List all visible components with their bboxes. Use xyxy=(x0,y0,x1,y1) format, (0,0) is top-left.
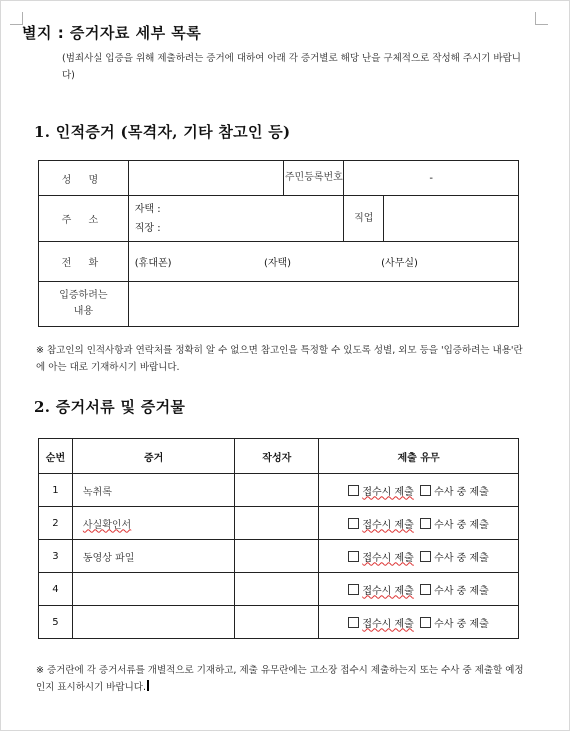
phone-label: 전 화 xyxy=(39,242,129,282)
submit-at-filing-checkbox[interactable] xyxy=(348,485,359,496)
submit-during-investigation-label: 수사 중 제출 xyxy=(434,552,489,564)
row-submit xyxy=(319,573,519,606)
row-evidence[interactable]: 동영상 파일 xyxy=(72,540,235,573)
phone-mobile: (휴대폰) xyxy=(134,258,172,269)
col-num-header: 순번 xyxy=(39,439,73,474)
section1-heading: 1. 인적증거 (목격자, 기타 참고인 등) xyxy=(34,123,291,141)
row-evidence[interactable] xyxy=(72,507,235,540)
row-evidence[interactable] xyxy=(72,606,235,639)
name-field[interactable] xyxy=(128,161,284,196)
submit-at-filing-label: 접수시 제출 xyxy=(362,519,414,531)
proof-label-line2: 내용 xyxy=(73,306,94,317)
table-row xyxy=(39,573,519,606)
submit-at-filing-checkbox[interactable] xyxy=(348,551,359,562)
table-row xyxy=(39,507,519,540)
submit-at-filing-checkbox[interactable] xyxy=(348,617,359,628)
row-submit xyxy=(319,606,519,639)
submit-during-investigation-checkbox[interactable] xyxy=(420,518,431,529)
table-row xyxy=(39,474,519,507)
submit-at-filing-label: 접수시 제출 xyxy=(362,552,414,564)
submit-during-investigation-checkbox[interactable] xyxy=(420,551,431,562)
witness-note: ※ 참고인의 인적사항과 연락처를 정확히 알 수 없으면 참고인을 특정할 수 있도록 성별, 외모 등을 '입증하려는 내용'란에 아는 대로 기재하시기 바랍니다. xyxy=(36,345,523,373)
address-field[interactable] xyxy=(128,196,344,242)
job-label: 직업 xyxy=(344,196,384,242)
submit-during-investigation-checkbox[interactable] xyxy=(420,485,431,496)
section2-heading: 2. 증거서류 및 증거물 xyxy=(34,398,186,416)
row-evidence[interactable]: 녹취록 xyxy=(72,474,235,507)
phone-home: (자택) xyxy=(263,258,292,269)
document-title: 별지 : 증거자료 세부 목록 xyxy=(22,24,202,42)
row-evidence-text: 사실확인서 xyxy=(82,519,132,531)
proof-label xyxy=(39,282,129,327)
row-num: 2 xyxy=(39,507,73,540)
phone-field[interactable] xyxy=(128,242,518,282)
proof-label-line1: 입증하려는 xyxy=(59,290,108,301)
table-row xyxy=(39,540,519,573)
job-field[interactable] xyxy=(384,196,519,242)
document-subtitle: (범죄사실 입증을 위해 제출하려는 증거에 대하여 아래 각 증거별로 해당 난을 구체적으로 작성해 주시기 바랍니다) xyxy=(62,53,521,81)
row-author[interactable] xyxy=(235,474,319,507)
row-num: 3 xyxy=(39,540,73,573)
name-label: 성 명 xyxy=(39,161,129,196)
row-author[interactable] xyxy=(235,606,319,639)
submit-at-filing-checkbox[interactable] xyxy=(348,518,359,529)
submit-during-investigation-label: 수사 중 제출 xyxy=(434,585,489,597)
witness-table xyxy=(38,160,519,327)
row-num: 4 xyxy=(39,573,73,606)
phone-office: (사무실) xyxy=(381,258,418,269)
col-author-header: 작성자 xyxy=(235,439,319,474)
address-home: 자택 : xyxy=(134,203,161,215)
submit-during-investigation-label: 수사 중 제출 xyxy=(434,618,489,630)
col-submit-header: 제출 유무 xyxy=(319,439,519,474)
row-author[interactable] xyxy=(235,540,319,573)
submit-during-investigation-checkbox[interactable] xyxy=(420,617,431,628)
row-author[interactable] xyxy=(235,507,319,540)
submit-during-investigation-label: 수사 중 제출 xyxy=(434,486,489,498)
submit-at-filing-label: 접수시 제출 xyxy=(362,486,414,498)
submit-during-investigation-checkbox[interactable] xyxy=(420,584,431,595)
table-row xyxy=(39,606,519,639)
row-submit xyxy=(319,540,519,573)
evidence-table xyxy=(38,438,519,639)
col-evidence-header: 증거 xyxy=(72,439,235,474)
submit-at-filing-label: 접수시 제출 xyxy=(362,585,414,597)
row-submit xyxy=(319,507,519,540)
rrn-label: 주민등록번호 xyxy=(284,161,344,196)
address-label: 주 소 xyxy=(39,196,129,242)
submit-at-filing-checkbox[interactable] xyxy=(348,584,359,595)
evidence-note xyxy=(36,662,524,696)
row-num: 1 xyxy=(39,474,73,507)
evidence-note-text: ※ 증거란에 각 증거서류를 개별적으로 기재하고, 제출 유무란에는 고소장 접수시 제출하는지 또는 수사 중 제출할 예정인지 표시하시기 바랍니다. xyxy=(36,665,524,693)
rrn-field[interactable]: - xyxy=(344,161,519,196)
row-submit xyxy=(319,474,519,507)
row-author[interactable] xyxy=(235,573,319,606)
address-work: 직장 : xyxy=(134,222,161,234)
row-evidence[interactable] xyxy=(72,573,235,606)
text-cursor xyxy=(147,680,149,691)
row-num: 5 xyxy=(39,606,73,639)
submit-during-investigation-label: 수사 중 제출 xyxy=(434,519,489,531)
margin-corner-mark-right xyxy=(535,12,548,25)
submit-at-filing-label: 접수시 제출 xyxy=(362,618,414,630)
proof-field[interactable] xyxy=(128,282,518,327)
